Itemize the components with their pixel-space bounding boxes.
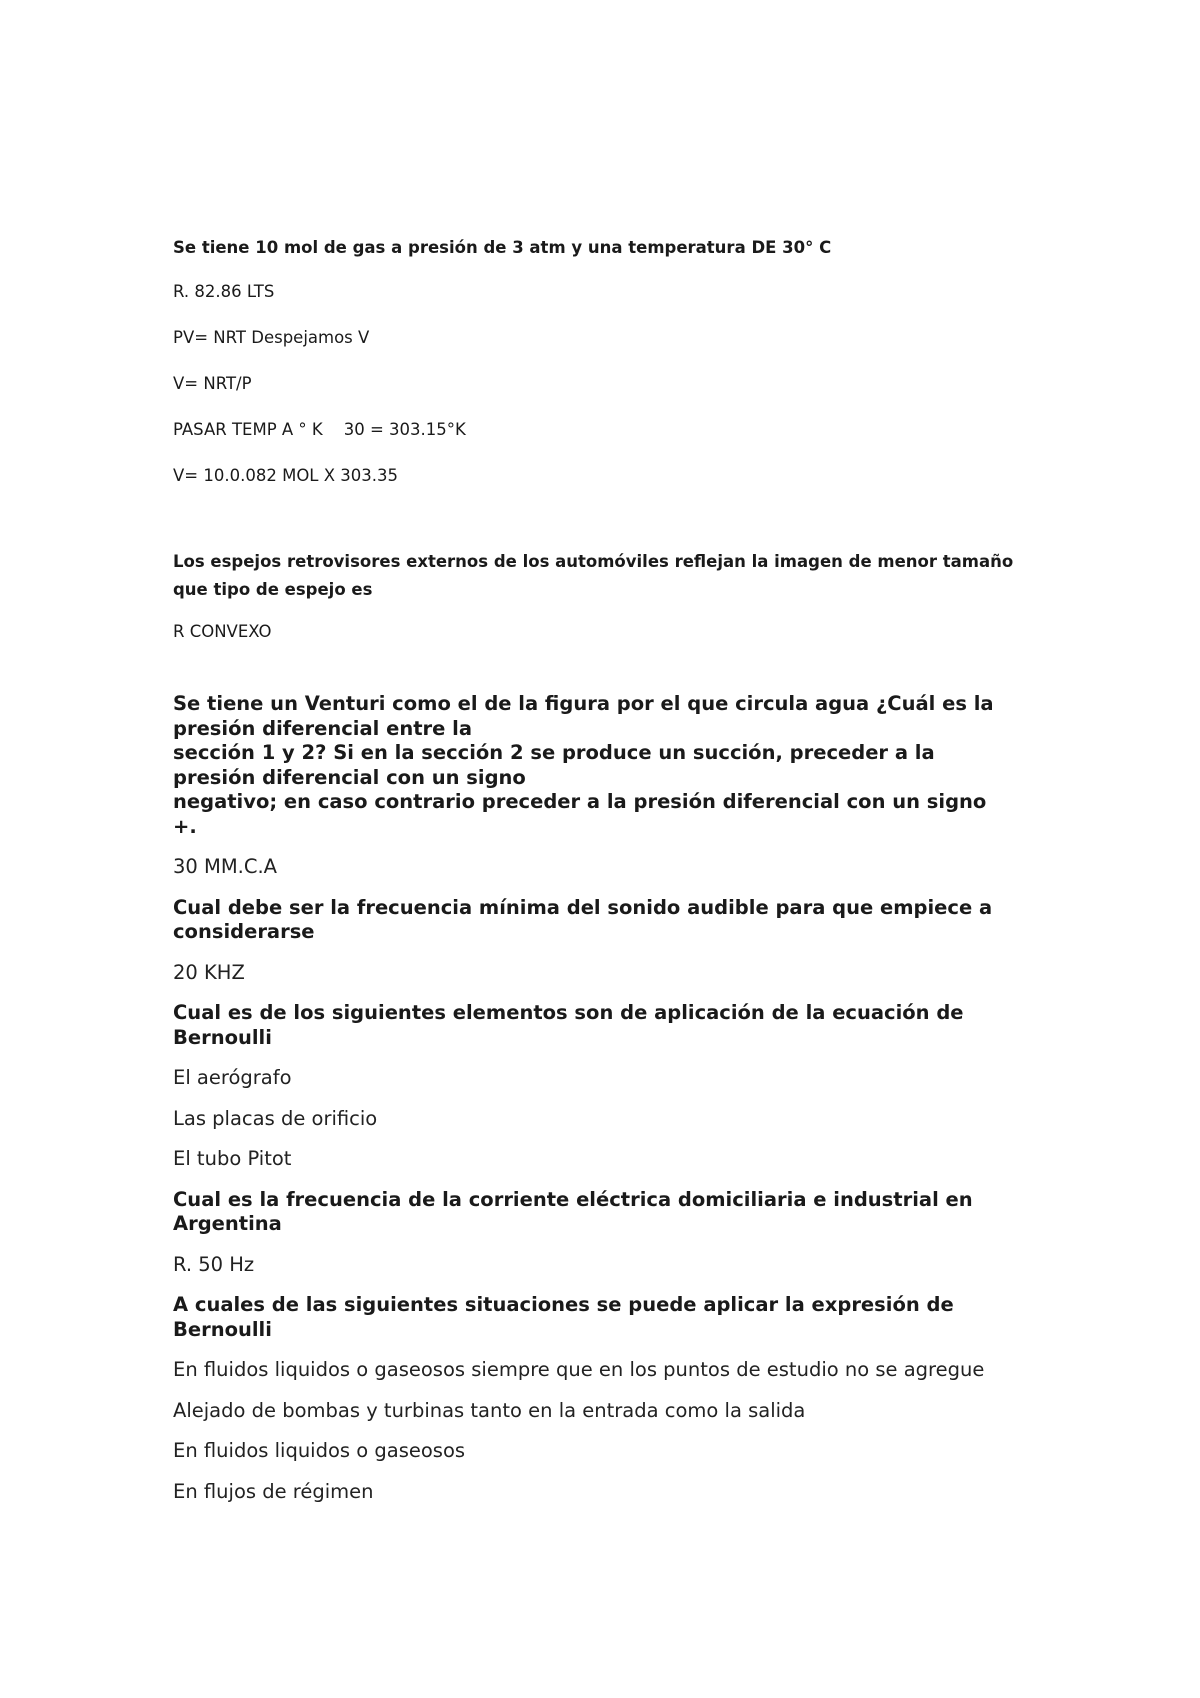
q4-question <box>173 896 1053 945</box>
q4-line2: considerarse <box>173 920 315 943</box>
q1-step1: PV= NRT Despejamos V <box>173 328 370 347</box>
q3-line6: +. <box>173 814 197 838</box>
q5-line2: Bernoulli <box>173 1025 272 1049</box>
q7-answer-2: Alejado de bombas y turbinas tanto en la entrada como la salida <box>173 1398 806 1422</box>
q2-answer: R CONVEXO <box>173 622 272 641</box>
q1-step4: V= 10.0.082 MOL X 303.35 <box>173 466 399 485</box>
q6-question <box>173 1188 1053 1237</box>
q3-line3: sección 1 y 2? Si en la sección 2 se produce un succión, preceder a la <box>173 741 935 764</box>
q4-line1: Cual debe ser la frecuencia mínima del sonido audible para que empiece a <box>173 895 993 919</box>
q1-step3: PASAR TEMP A ° K 30 = 303.15°K <box>173 420 466 439</box>
q4-answer: 20 KHZ <box>173 960 245 984</box>
q6-line2: Argentina <box>173 1212 282 1235</box>
q5-answer-2: Las placas de orificio <box>173 1106 378 1130</box>
q3-line2: presión diferencial entre la <box>173 716 473 740</box>
q7-answer-4: En flujos de régimen <box>173 1479 374 1503</box>
q6-line1: Cual es la frecuencia de la corriente eléctrica domiciliaria e industrial en <box>173 1187 973 1211</box>
q3-answer: 30 MM.C.A <box>173 855 278 878</box>
q5-answer-1: El aerógrafo <box>173 1066 292 1089</box>
q1-step2: V= NRT/P <box>173 374 252 393</box>
q3-line5: negativo; en caso contrario preceder a la presión diferencial con un signo <box>173 790 987 813</box>
q1-answer: R. 82.86 LTS <box>173 282 275 301</box>
q3-line4: presión diferencial con un signo <box>173 765 526 789</box>
q7-question <box>173 1293 1053 1342</box>
q2-question-line2: que tipo de espejo es <box>173 580 373 599</box>
q7-line1: A cuales de las siguientes situaciones se puede aplicar la expresión de <box>173 1293 954 1316</box>
document-body <box>173 236 1053 1504</box>
q7-answer-1: En fluidos liquidos o gaseosos siempre que en los puntos de estudio no se agregue <box>173 1358 985 1381</box>
q6-answer: R. 50 Hz <box>173 1252 255 1276</box>
q3-line1: Se tiene un Venturi como el de la figura por el que circula agua ¿Cuál es la <box>173 692 994 715</box>
q3-question <box>173 692 1053 839</box>
q5-line1: Cual es de los siguientes elementos son de aplicación de la ecuación de <box>173 1001 964 1024</box>
q1-question: Se tiene 10 mol de gas a presión de 3 atm y una temperatura DE 30° C <box>173 238 832 257</box>
q7-answer-3: En fluidos liquidos o gaseosos <box>173 1439 466 1462</box>
q7-line2: Bernoulli <box>173 1317 272 1341</box>
q5-question <box>173 1001 1053 1050</box>
q5-answer-3: El tubo Pitot <box>173 1147 292 1170</box>
q2-question-line1: Los espejos retrovisores externos de los automóviles reflejan la imagen de menor tamaño <box>173 552 1014 571</box>
